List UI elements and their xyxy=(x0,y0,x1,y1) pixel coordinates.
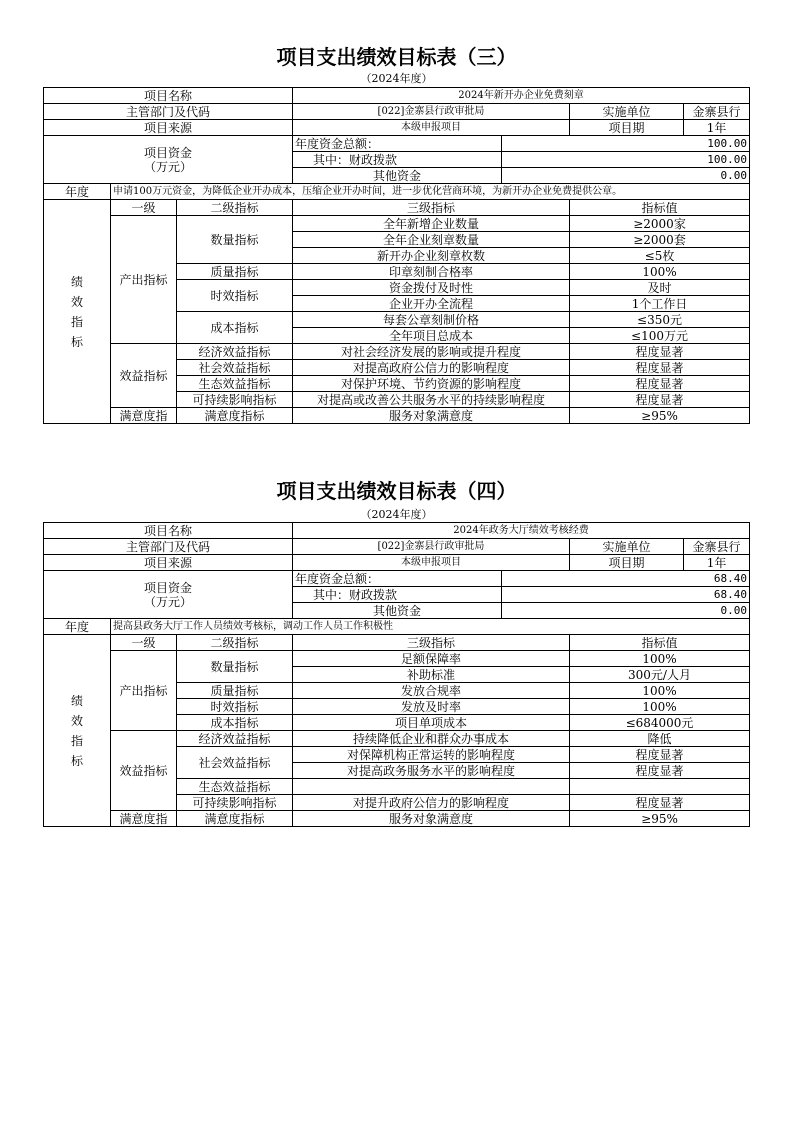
annual-goal-label: 年度 xyxy=(44,619,111,635)
project-name: 2024年政务大厅绩效考核经费 xyxy=(293,523,750,539)
indicator-value xyxy=(570,779,750,795)
output-indicator-label: 产出指标 xyxy=(111,651,177,731)
cost-indicator-label: 成本指标 xyxy=(177,312,293,344)
dept-label: 主管部门及代码 xyxy=(44,539,293,555)
funds-unit: （万元） xyxy=(143,159,192,174)
fiscal-funds: 100.00 xyxy=(502,152,750,168)
table4-title: 项目支出绩效目标表（四） xyxy=(276,479,517,503)
sustainable-indicator-label: 可持续影响指标 xyxy=(177,795,293,811)
project-name-label: 项目名称 xyxy=(44,523,293,539)
indicator: 印章刻制合格率 xyxy=(293,264,570,280)
dept-label: 主管部门及代码 xyxy=(44,104,293,120)
indicator: 对提升政府公信力的影响程度 xyxy=(293,795,570,811)
indicator: 补助标准 xyxy=(293,667,570,683)
economic-indicator-label: 经济效益指标 xyxy=(177,731,293,747)
indicator: 足额保障率 xyxy=(293,651,570,667)
indicator-value: 程度显著 xyxy=(570,747,750,763)
source-label: 项目来源 xyxy=(44,555,293,571)
quality-indicator-label: 质量指标 xyxy=(177,264,293,280)
header-level1: 一级 xyxy=(111,635,177,651)
impl-label: 实施单位 xyxy=(570,539,684,555)
funds-label-cell xyxy=(44,571,293,619)
indicator-value: 100% xyxy=(570,264,750,280)
annual-goal: 申请100万元资金，为降低企业开办成本，压缩企业开办时间，进一步优化营商环境，为新开办企业免费提供公章。 xyxy=(111,184,750,200)
indicator-value: ≥95% xyxy=(570,408,750,424)
indicator-value: ≤100万元 xyxy=(570,328,750,344)
indicator: 对保障机构正常运转的影响程度 xyxy=(293,747,570,763)
header-level2: 二级指标 xyxy=(177,200,293,216)
indicator-value: ≥95% xyxy=(570,811,750,827)
header-level3: 三级指标 xyxy=(293,635,570,651)
indicator: 对提高政府公信力的影响程度 xyxy=(293,360,570,376)
indicator-value: 程度显著 xyxy=(570,376,750,392)
other-funds-label: 其他资金 xyxy=(293,603,502,619)
indicator-value: ≤684000元 xyxy=(570,715,750,731)
indicator-value: 及时 xyxy=(570,280,750,296)
benefit-indicator-label: 效益指标 xyxy=(111,731,177,811)
header-level3: 三级指标 xyxy=(293,200,570,216)
satisfaction-level1-label: 满意度指 xyxy=(111,811,177,827)
fiscal-funds: 68.40 xyxy=(502,587,750,603)
quantity-indicator-label: 数量指标 xyxy=(177,216,293,264)
quantity-indicator-label: 数量指标 xyxy=(177,651,293,683)
satisfaction-indicator-label: 满意度指标 xyxy=(177,408,293,424)
indicator-value: 降低 xyxy=(570,731,750,747)
indicator-value: 100% xyxy=(570,683,750,699)
table3-year: （2024年度） xyxy=(360,72,433,85)
funds-label: 项目资金 xyxy=(143,580,192,595)
dept: [022]金寨县行政审批局 xyxy=(293,539,570,555)
indicator: 持续降低企业和群众办事成本 xyxy=(293,731,570,747)
indicator-value: 1个工作日 xyxy=(570,296,750,312)
indicator-value: 100% xyxy=(570,651,750,667)
indicator: 全年新增企业数量 xyxy=(293,216,570,232)
indicator: 对提高或改善公共服务水平的持续影响程度 xyxy=(293,392,570,408)
other-funds: 0.00 xyxy=(502,168,750,184)
satisfaction-indicator-label: 满意度指标 xyxy=(177,811,293,827)
perf-indicator-label: 绩效指标 xyxy=(44,635,111,827)
cost-indicator-label: 成本指标 xyxy=(177,715,293,731)
period: 1年 xyxy=(684,120,750,136)
quality-indicator-label: 质量指标 xyxy=(177,683,293,699)
indicator-value: 程度显著 xyxy=(570,392,750,408)
indicator: 服务对象满意度 xyxy=(293,408,570,424)
fiscal-funds-label: 其中：财政拨款 xyxy=(293,587,502,603)
indicator xyxy=(293,779,570,795)
other-funds-label: 其他资金 xyxy=(293,168,502,184)
project-name-label: 项目名称 xyxy=(44,88,293,104)
indicator: 服务对象满意度 xyxy=(293,811,570,827)
project-name: 2024年新开办企业免费刻章 xyxy=(293,88,750,104)
indicator: 企业开办全流程 xyxy=(293,296,570,312)
indicator: 资金拨付及时性 xyxy=(293,280,570,296)
output-indicator-label: 产出指标 xyxy=(111,216,177,344)
indicator-value: ≤5枚 xyxy=(570,248,750,264)
indicator: 对提高政务服务水平的影响程度 xyxy=(293,763,570,779)
table3 xyxy=(43,87,750,424)
indicator-value: ≤350元 xyxy=(570,312,750,328)
total-funds: 68.40 xyxy=(502,571,750,587)
period: 1年 xyxy=(684,555,750,571)
dept: [022]金寨县行政审批局 xyxy=(293,104,570,120)
indicator: 发放及时率 xyxy=(293,699,570,715)
source: 本级申报项目 xyxy=(293,120,570,136)
perf-indicator-label: 绩效指标 xyxy=(44,200,111,424)
table4 xyxy=(43,522,750,827)
impl: 金寨县行 xyxy=(684,104,750,120)
header-value: 指标值 xyxy=(570,200,750,216)
indicator: 发放合规率 xyxy=(293,683,570,699)
indicator-value: 程度显著 xyxy=(570,763,750,779)
indicator-value: 程度显著 xyxy=(570,344,750,360)
funds-label-cell xyxy=(44,136,293,184)
indicator: 新开办企业刻章枚数 xyxy=(293,248,570,264)
total-funds-label: 年度资金总额： xyxy=(293,136,502,152)
indicator-value: 程度显著 xyxy=(570,360,750,376)
social-indicator-label: 社会效益指标 xyxy=(177,360,293,376)
indicator-value: ≥2000家 xyxy=(570,216,750,232)
timeliness-indicator-label: 时效指标 xyxy=(177,280,293,312)
other-funds: 0.00 xyxy=(502,603,750,619)
annual-goal-label: 年度 xyxy=(44,184,111,200)
indicator: 对保护环境、节约资源的影响程度 xyxy=(293,376,570,392)
table4-year: （2024年度） xyxy=(360,508,433,521)
indicator-value: ≥2000套 xyxy=(570,232,750,248)
indicator-value: 300元/人月 xyxy=(570,667,750,683)
impl: 金寨县行 xyxy=(684,539,750,555)
impl-label: 实施单位 xyxy=(570,104,684,120)
sustainable-indicator-label: 可持续影响指标 xyxy=(177,392,293,408)
indicator: 项目单项成本 xyxy=(293,715,570,731)
indicator: 对社会经济发展的影响或提升程度 xyxy=(293,344,570,360)
indicator-value: 100% xyxy=(570,699,750,715)
indicator: 每套公章刻制价格 xyxy=(293,312,570,328)
economic-indicator-label: 经济效益指标 xyxy=(177,344,293,360)
timeliness-indicator-label: 时效指标 xyxy=(177,699,293,715)
total-funds-label: 年度资金总额： xyxy=(293,571,502,587)
header-level1: 一级 xyxy=(111,200,177,216)
ecological-indicator-label: 生态效益指标 xyxy=(177,779,293,795)
period-label: 项目期 xyxy=(570,120,684,136)
period-label: 项目期 xyxy=(570,555,684,571)
header-value: 指标值 xyxy=(570,635,750,651)
fiscal-funds-label: 其中：财政拨款 xyxy=(293,152,502,168)
funds-unit: （万元） xyxy=(143,594,192,609)
indicator: 全年项目总成本 xyxy=(293,328,570,344)
satisfaction-level1-label: 满意度指 xyxy=(111,408,177,424)
benefit-indicator-label: 效益指标 xyxy=(111,344,177,408)
source-label: 项目来源 xyxy=(44,120,293,136)
funds-label: 项目资金 xyxy=(143,145,192,160)
social-indicator-label: 社会效益指标 xyxy=(177,747,293,779)
indicator: 全年企业刻章数量 xyxy=(293,232,570,248)
annual-goal: 提高县政务大厅工作人员绩效考核标，调动工作人员工作积极性 xyxy=(111,619,750,635)
header-level2: 二级指标 xyxy=(177,635,293,651)
ecological-indicator-label: 生态效益指标 xyxy=(177,376,293,392)
indicator-value: 程度显著 xyxy=(570,795,750,811)
total-funds: 100.00 xyxy=(502,136,750,152)
table3-title: 项目支出绩效目标表（三） xyxy=(276,45,517,69)
source: 本级申报项目 xyxy=(293,555,570,571)
